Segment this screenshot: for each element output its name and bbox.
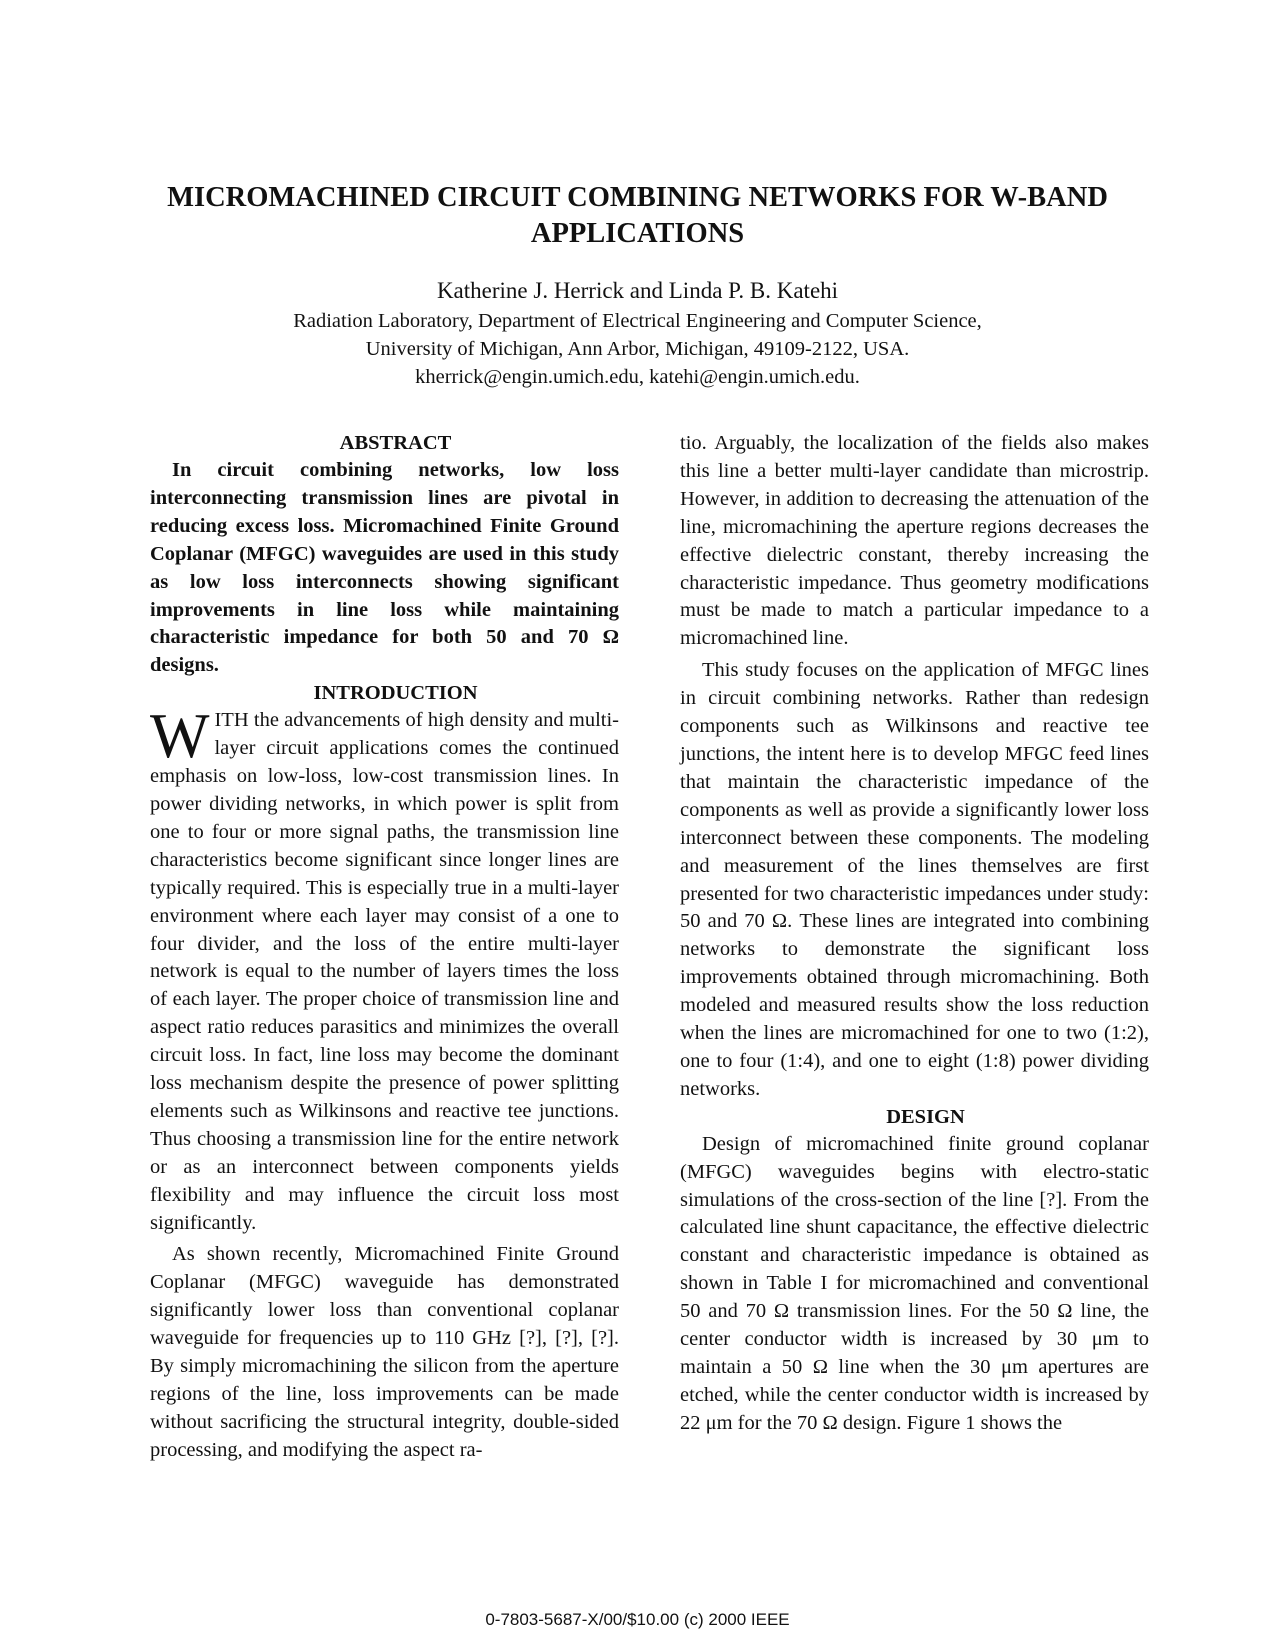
- abstract-heading: ABSTRACT: [339, 432, 452, 454]
- paper-title: MICROMACHINED CIRCUIT COMBINING NETWORKS FOR W-BAND APPLICATIONS: [167, 182, 1108, 249]
- left-column: [150, 430, 619, 1465]
- introduction-heading: INTRODUCTION: [313, 682, 478, 705]
- affiliation-line-1: Radiation Laboratory, Department of Electrical Engineering and Computer Science,: [293, 310, 982, 332]
- intro-paragraph-3: This study focuses on the application of MFGC lines in circuit combining networks. Rather than redesign components such as Wilkinsons and reactive tee junctions, the intent here is to develop MFGC feed lines that maintain the characteristic impedance of the components as well as provide a significantly lower loss interconnect between these components. The modeling and measurement of the lines themselves are first presented for two characteristic impedances under study: 50 and 70 Ω. These lines are integrated into combining networks to demonstrate the significant loss improvements obtained through micromachining. Both modeled and measured results show the loss reduction when the lines are micromachined for one to two (1:2), one to four (1:4), and one to eight (1:8) power dividing networks.: [680, 659, 1149, 1100]
- intro-paragraph-1: [150, 701, 619, 1237]
- author-affiliation: [150, 307, 1125, 391]
- paper-authors: Katherine J. Herrick and Linda P. B. Katehi: [436, 278, 839, 303]
- design-paragraph-1: Design of micromachined finite ground coplanar (MFGC) waveguides begins with electro-static simulations of the cross-section of the line [?]. From the calculated line shunt capacitance, the effective dielectric constant and characteristic impedance is obtained as shown in Table I for micromachined and conventional 50 and 70 Ω transmission lines. For the 50 Ω line, the center conductor width is increased by 30 μm to maintain a 50 Ω line when the 30 μm apertures are etched, while the center conductor width is increased by 22 μm for the 70 Ω design. Figure 1 shows the: [680, 1132, 1149, 1434]
- dropcap-letter: W: [150, 701, 210, 772]
- affiliation-line-2: University of Michigan, Ann Arbor, Michigan, 49109-2122, USA.: [365, 338, 910, 360]
- intro-paragraph-2-part-1: As shown recently, Micromachined Finite Ground Coplanar (MFGC) waveguide has demonstrated significantly lower loss than conventional coplanar waveguide for frequencies up to 110 GHz [?], [?], [?]. By simply micromachining the silicon from the aperture regions of the line, loss improvements can be made without sacrificing the structural integrity, double-sided processing, and modifying the aspect ra-: [150, 1243, 619, 1461]
- design-heading: DESIGN: [886, 1105, 965, 1128]
- abstract-text: In circuit combining networks, low loss interconnecting transmission lines are pivotal in reducing excess loss. Micromachined Finite Ground Coplanar (MFGC) waveguides are used in this study as low loss interconnects showing significant improvements in line loss while maintaining characteristic impedance for both 50 and 70 Ω designs.: [150, 459, 619, 677]
- intro-paragraph-1-text: ITH the advancements of high density and multi-layer circuit applications comes the continued emphasis on low-loss, low-cost transmission lines. In power dividing networks, in which power is split from one to four or more signal paths, the transmission line characteristics become significant since longer lines are typically required. This is especially true in a multi-layer environment where each layer may consist of a one to four divider, and the loss of the entire multi-layer network is equal to the number of layers times the loss of each layer. The proper choice of transmission line and aspect ratio reduces parasitics and minimizes the overall circuit loss. In fact, line loss may become the dominant loss mechanism despite the presence of power splitting elements such as Wilkinsons and reactive tee junctions. Thus choosing a transmission line for the entire network or as an interconnect between components yields flexibility and may influence the circuit loss most significantly.: [150, 709, 619, 1234]
- author-emails: kherrick@engin.umich.edu, katehi@engin.umich.edu.: [415, 366, 860, 388]
- copyright-footer: 0-7803-5687-X/00/$10.00 (c) 2000 IEEE: [485, 1610, 790, 1629]
- intro-paragraph-2-part-2: tio. Arguably, the localization of the fields also makes this line a better multi-layer candidate than microstrip. However, in addition to decreasing the attenuation of the line, micromachining the aperture regions decreases the effective dielectric constant, thereby increasing the characteristic impedance. Thus geometry modifications must be made to match a particular impedance to a micromachined line.: [680, 432, 1149, 650]
- right-column: [680, 430, 1149, 1438]
